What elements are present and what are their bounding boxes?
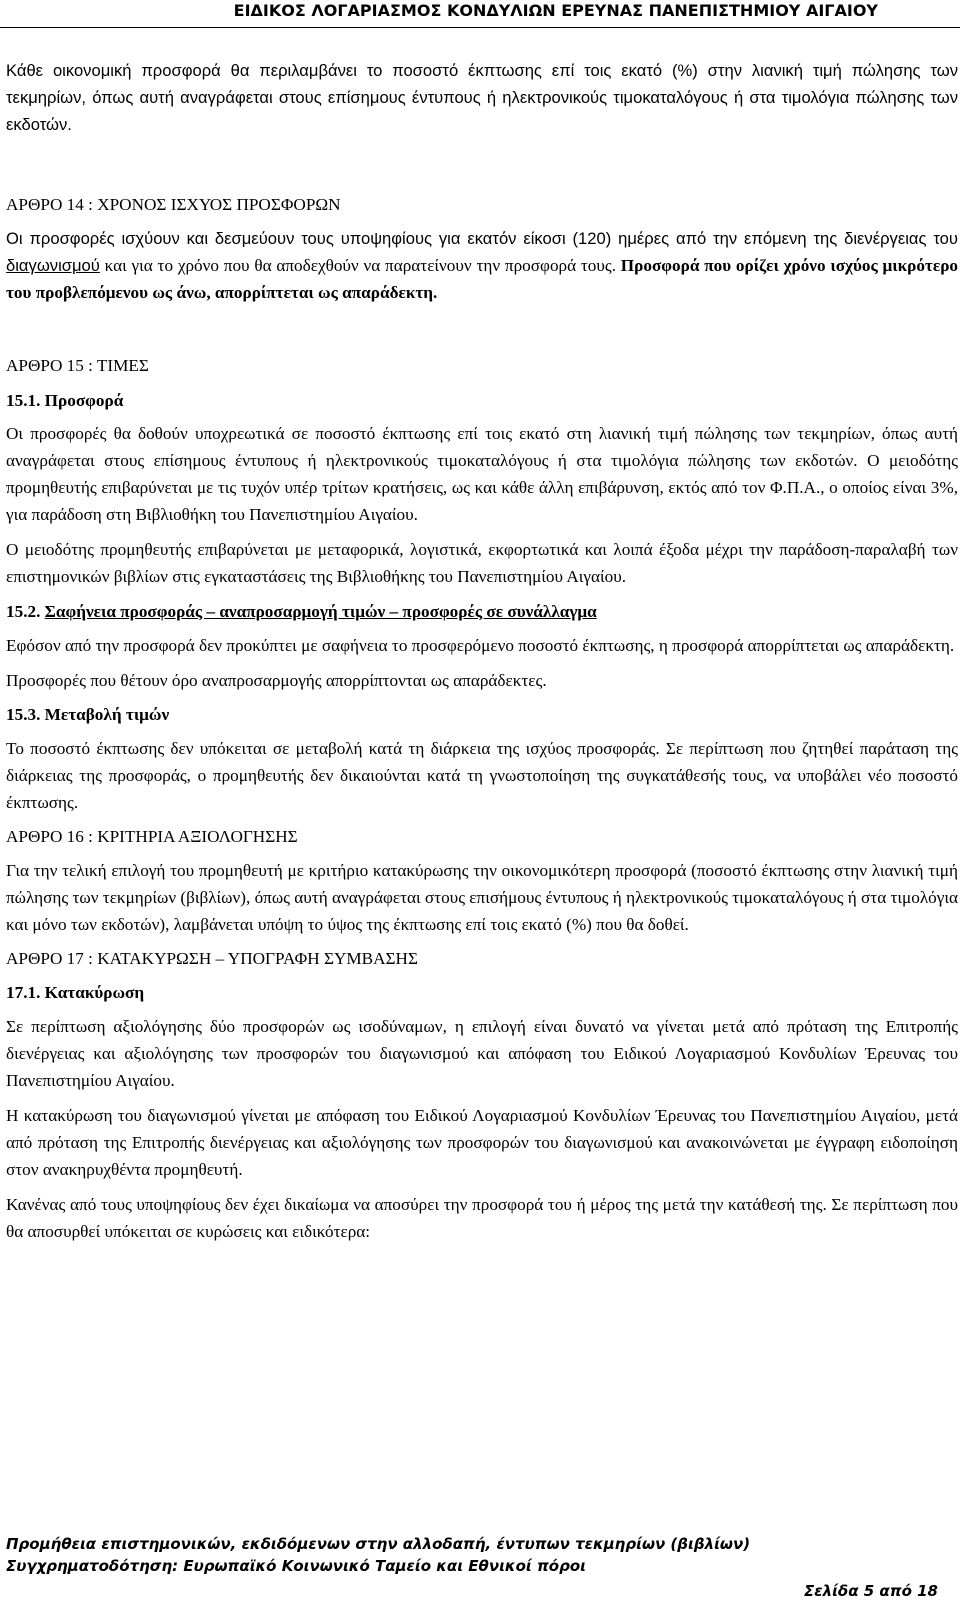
header-title: ΕΙΔΙΚΟΣ ΛΟΓΑΡΙΑΣΜΟΣ ΚΟΝΔΥΛΙΩΝ ΕΡΕΥΝΑΣ ΠΑΝΕΠΙΣΤΗΜΙΟΥ ΑΙΓΑΙΟΥ [233,1,878,20]
page-footer [6,1533,750,1577]
footer-funding-line: Συγχρηματοδότηση: Ευρωπαϊκό Κοινωνικό Ταμείο και Εθνικοί πόροι [6,1557,586,1575]
section-17-1-heading: 17.1. Κατακύρωση [6,983,145,1002]
section-15-2-paragraph-1: Εφόσον από την προσφορά δεν προκύπτει με σαφήνεια το προσφερόμενο ποσοστό έκπτωσης, η προσφορά απορρίπτεται ως απαράδεκτη. [6,636,955,655]
article-14-text-b: και για το χρόνο που θα αποδεχθούν να παρατείνουν την προσφορά τους. [99,256,621,275]
document-body [6,57,958,1245]
section-17-1-paragraph-3: Κανένας από τους υποψηφίους δεν έχει δικαίωμα να αποσύρει την προσφορά του ή μέρος της μετά την κατάθεσή της. Σε περίπτωση που θα αποσυρθεί υπόκειται σε κυρώσεις και ειδικότερα: [6,1195,958,1241]
page-header [0,0,960,28]
section-15-2-heading [6,598,958,625]
article-14-underlined-text: διαγωνισμού [6,256,100,275]
intro-paragraph: Κάθε οικονομική προσφορά θα περιλαμβάνει το ποσοστό έκπτωσης επί τοις εκατό (%) στην λιανική τιμή πώλησης των τεκμηρίων, όπως αυτή αναγράφεται στους επίσημους έντυπους ή ηλεκτρονικούς τιμοκαταλόγους ή στα τιμολόγια πώλησης των εκδοτών. [6,61,958,134]
article-14-text-a: Οι προσφορές ισχύουν και δεσμεύουν τους υποψηφίους για εκατόν είκοσι (120) ημέρες από την επόμενη της διενέργειας του [6,229,958,248]
page-number: Σελίδα 5 από 18 [804,1582,938,1600]
section-15-1-paragraph-1: Οι προσφορές θα δοθούν υποχρεωτικά σε ποσοστό έκπτωσης επί τοις εκατό στη λιανική τιμή πώλησης των τεκμηρίων, όπως αυτή αναγράφεται στους επίσημους έντυπους ή ηλεκτρονικούς τιμοκαταλόγους ή στα τιμολόγια πώλησης των εκδοτών. Ο μειοδότης προμηθευτής επιβαρύνεται με τις τυχόν υπέρ τρίτων κρατήσεις, ως και κάθε άλλη επιβάρυνση, εκτός από τον Φ.Π.Α., ο οποίος είναι 3%, για παράδοση στη Βιβλιοθήκη του Πανεπιστημίου Αιγαίου. [6,424,958,524]
article-16-heading: ΑΡΘΡΟ 16 : ΚΡΙΤΗΡΙΑ ΑΞΙΟΛΟΓΗΣΗΣ [6,827,298,846]
section-15-1-heading: 15.1. Προσφορά [6,391,124,410]
article-14-paragraph [6,225,958,306]
article-16-paragraph: Για την τελική επιλογή του προμηθευτή με κριτήριο κατακύρωσης την οικονομικότερη προσφορά (ποσοστό έκπτωσης στην λιανική τιμή πώλησης των τεκμηρίων (βιβλίων), όπως αυτή αναγράφεται στους επισήμους έντυπους ή ηλεκτρονικούς τιμοκαταλόγους ή στα τιμολόγια και μόνο των εκδοτών), λαμβάνεται υπόψη το ύψος της έκπτωσης επί τοις εκατό (%) που θα δοθεί. [6,861,958,934]
section-15-3-paragraph: Το ποσοστό έκπτωσης δεν υπόκειται σε μεταβολή κατά τη διάρκεια της ισχύος προσφοράς. Σε περίπτωση που ζητηθεί παράταση της διάρκειας της προσφοράς, ο προμηθευτής δεν δικαιούνται κατά τη γνωστοποίηση της συγκατάθεσής τους, να υποβάλει νέο ποσοστό έκπτωσης. [6,739,958,812]
section-15-1-paragraph-2: Ο μειοδότης προμηθευτής επιβαρύνεται με μεταφορικά, λογιστικά, εκφορτωτικά και λοιπά έξοδα μέχρι την παράδοση-παραλαβή των επιστημονικών βιβλίων στις εγκαταστάσεις της Βιβλιοθήκης του Πανεπιστημίου Αιγαίου. [6,540,958,586]
section-15-2-paragraph-2: Προσφορές που θέτουν όρο αναπροσαρμογής απορρίπτονται ως απαράδεκτες. [6,671,547,690]
section-15-2-title: Σαφήνεια προσφοράς – αναπροσαρμογή τιμών – προσφορές σε συνάλλαγμα [44,602,597,621]
article-17-heading: ΑΡΘΡΟ 17 : ΚΑΤΑΚΥΡΩΣΗ – ΥΠΟΓΡΑΦΗ ΣΥΜΒΑΣΗΣ [6,949,418,968]
section-15-2-number: 15.2. [6,602,45,621]
article-14-bold-text: Προσφορά που ορίζει χρόνο ισχύος μικρότερο του προβλεπόμενου ως άνω, απορρίπτεται ως απαράδεκτη. [6,256,958,302]
footer-project-line: Προμήθεια επιστημονικών, εκδιδόμενων στην αλλοδαπή, έντυπων τεκμηρίων (βιβλίων) [6,1535,751,1553]
section-17-1-paragraph-2: Η κατακύρωση του διαγωνισμού γίνεται με απόφαση του Ειδικού Λογαριασμού Κονδυλίων Έρευνας του Πανεπιστημίου Αιγαίου, μετά από πρόταση της Επιτροπής διενέργειας και αξιολόγησης των προσφορών του διαγωνισμού και ανακοινώνεται με έγγραφη ειδοποίηση στον ανακηρυχθέντα προμηθευτή. [6,1106,958,1179]
article-15-heading: ΑΡΘΡΟ 15 : ΤΙΜΕΣ [6,356,149,375]
article-14-heading: ΑΡΘΡΟ 14 : ΧΡΟΝΟΣ ΙΣΧΥΟΣ ΠΡΟΣΦΟΡΩΝ [6,195,341,214]
section-17-1-paragraph-1: Σε περίπτωση αξιολόγησης δύο προσφορών ως ισοδύναμων, η επιλογή είναι δυνατό να γίνεται μετά από πρόταση της Επιτροπής διενέργειας και αξιολόγησης των προσφορών του διαγωνισμού και απόφαση του Ειδικού Λογαριασμού Κονδυλίων Έρευνας του Πανεπιστημίου Αιγαίου. [6,1017,958,1090]
section-15-3-heading: 15.3. Μεταβολή τιμών [6,705,170,724]
